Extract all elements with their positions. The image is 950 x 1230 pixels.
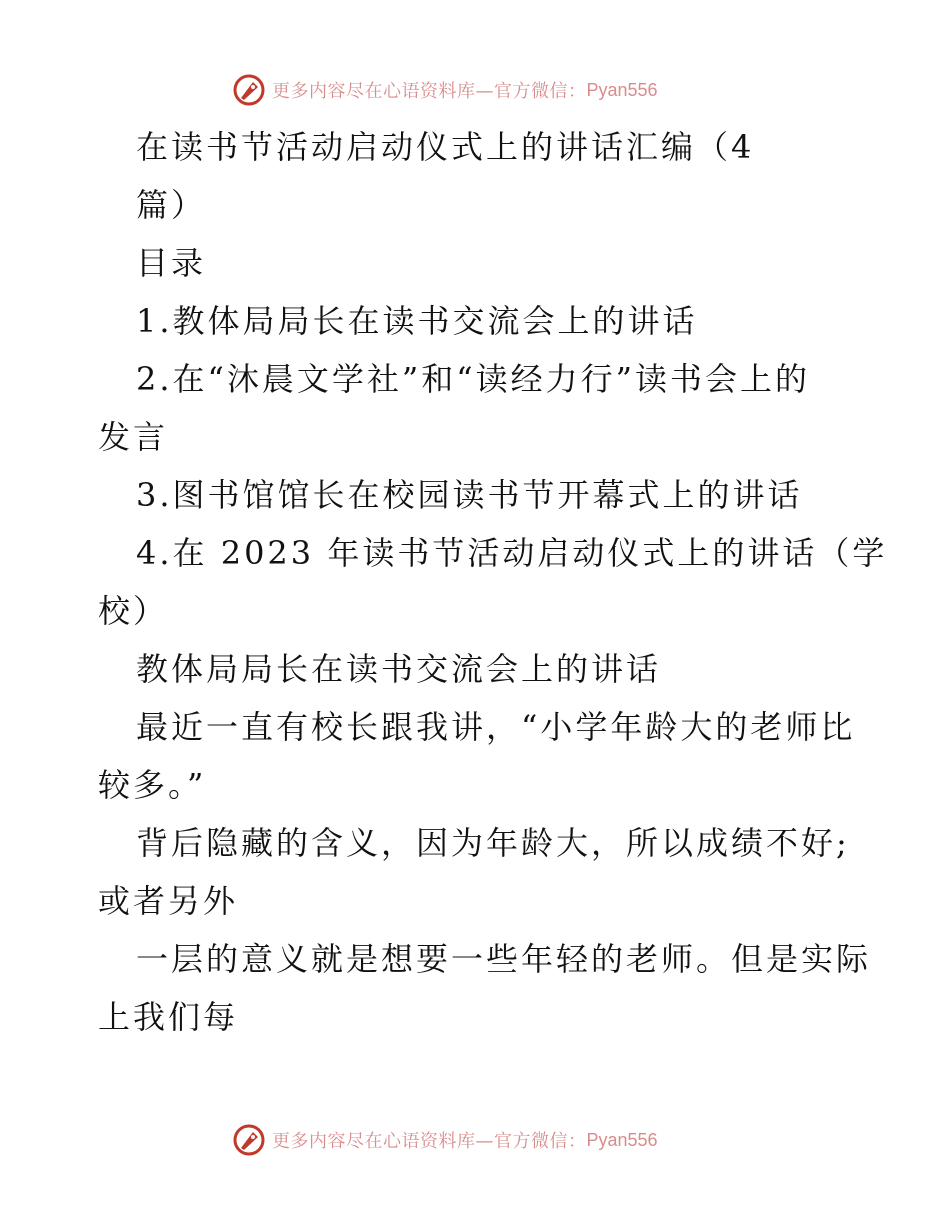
footer-wechat-id: Pyan556: [586, 1129, 658, 1150]
toc-item-2: 2.在“沐晨文学社”和“读经力行”读书会上的: [136, 360, 810, 398]
header-wechat-id: Pyan556: [586, 79, 658, 100]
toc-heading: 目录: [136, 244, 207, 282]
toc-item-2-cont: 发言: [98, 418, 169, 456]
title-line-1: 在读书节活动启动仪式上的讲话汇编（4: [136, 128, 755, 166]
header-text: 更多内容尽在心语资料库—官方微信：: [272, 81, 587, 102]
pen-nib-logo-icon: [232, 1123, 266, 1157]
toc-item-1: 1.教体局局长在读书交流会上的讲话: [136, 302, 698, 340]
paragraph-line: 上我们每: [98, 998, 239, 1036]
paragraph-line: 一层的意义就是想要一些年轻的老师。但是实际: [136, 940, 872, 978]
paragraph-line: 或者另外: [98, 882, 239, 920]
toc-item-4: 4.在 2023 年读书节活动启动仪式上的讲话（学: [136, 534, 888, 572]
section-heading: 教体局局长在读书交流会上的讲话: [136, 650, 662, 688]
toc-item-3: 3.图书馆馆长在校园读书节开幕式上的讲话: [136, 476, 803, 514]
toc-item-4-cont: 校）: [98, 592, 169, 630]
paragraph-line: 较多。”: [98, 766, 207, 804]
footer-text: 更多内容尽在心语资料库—官方微信：: [272, 1131, 587, 1152]
title-line-2: 篇）: [136, 186, 207, 224]
paragraph-line: 背后隐藏的含义，因为年龄大，所以成绩不好;: [136, 824, 850, 862]
paragraph-line: 最近一直有校长跟我讲，“小学年龄大的老师比: [136, 708, 856, 746]
footer-banner: [0, 1120, 950, 1160]
